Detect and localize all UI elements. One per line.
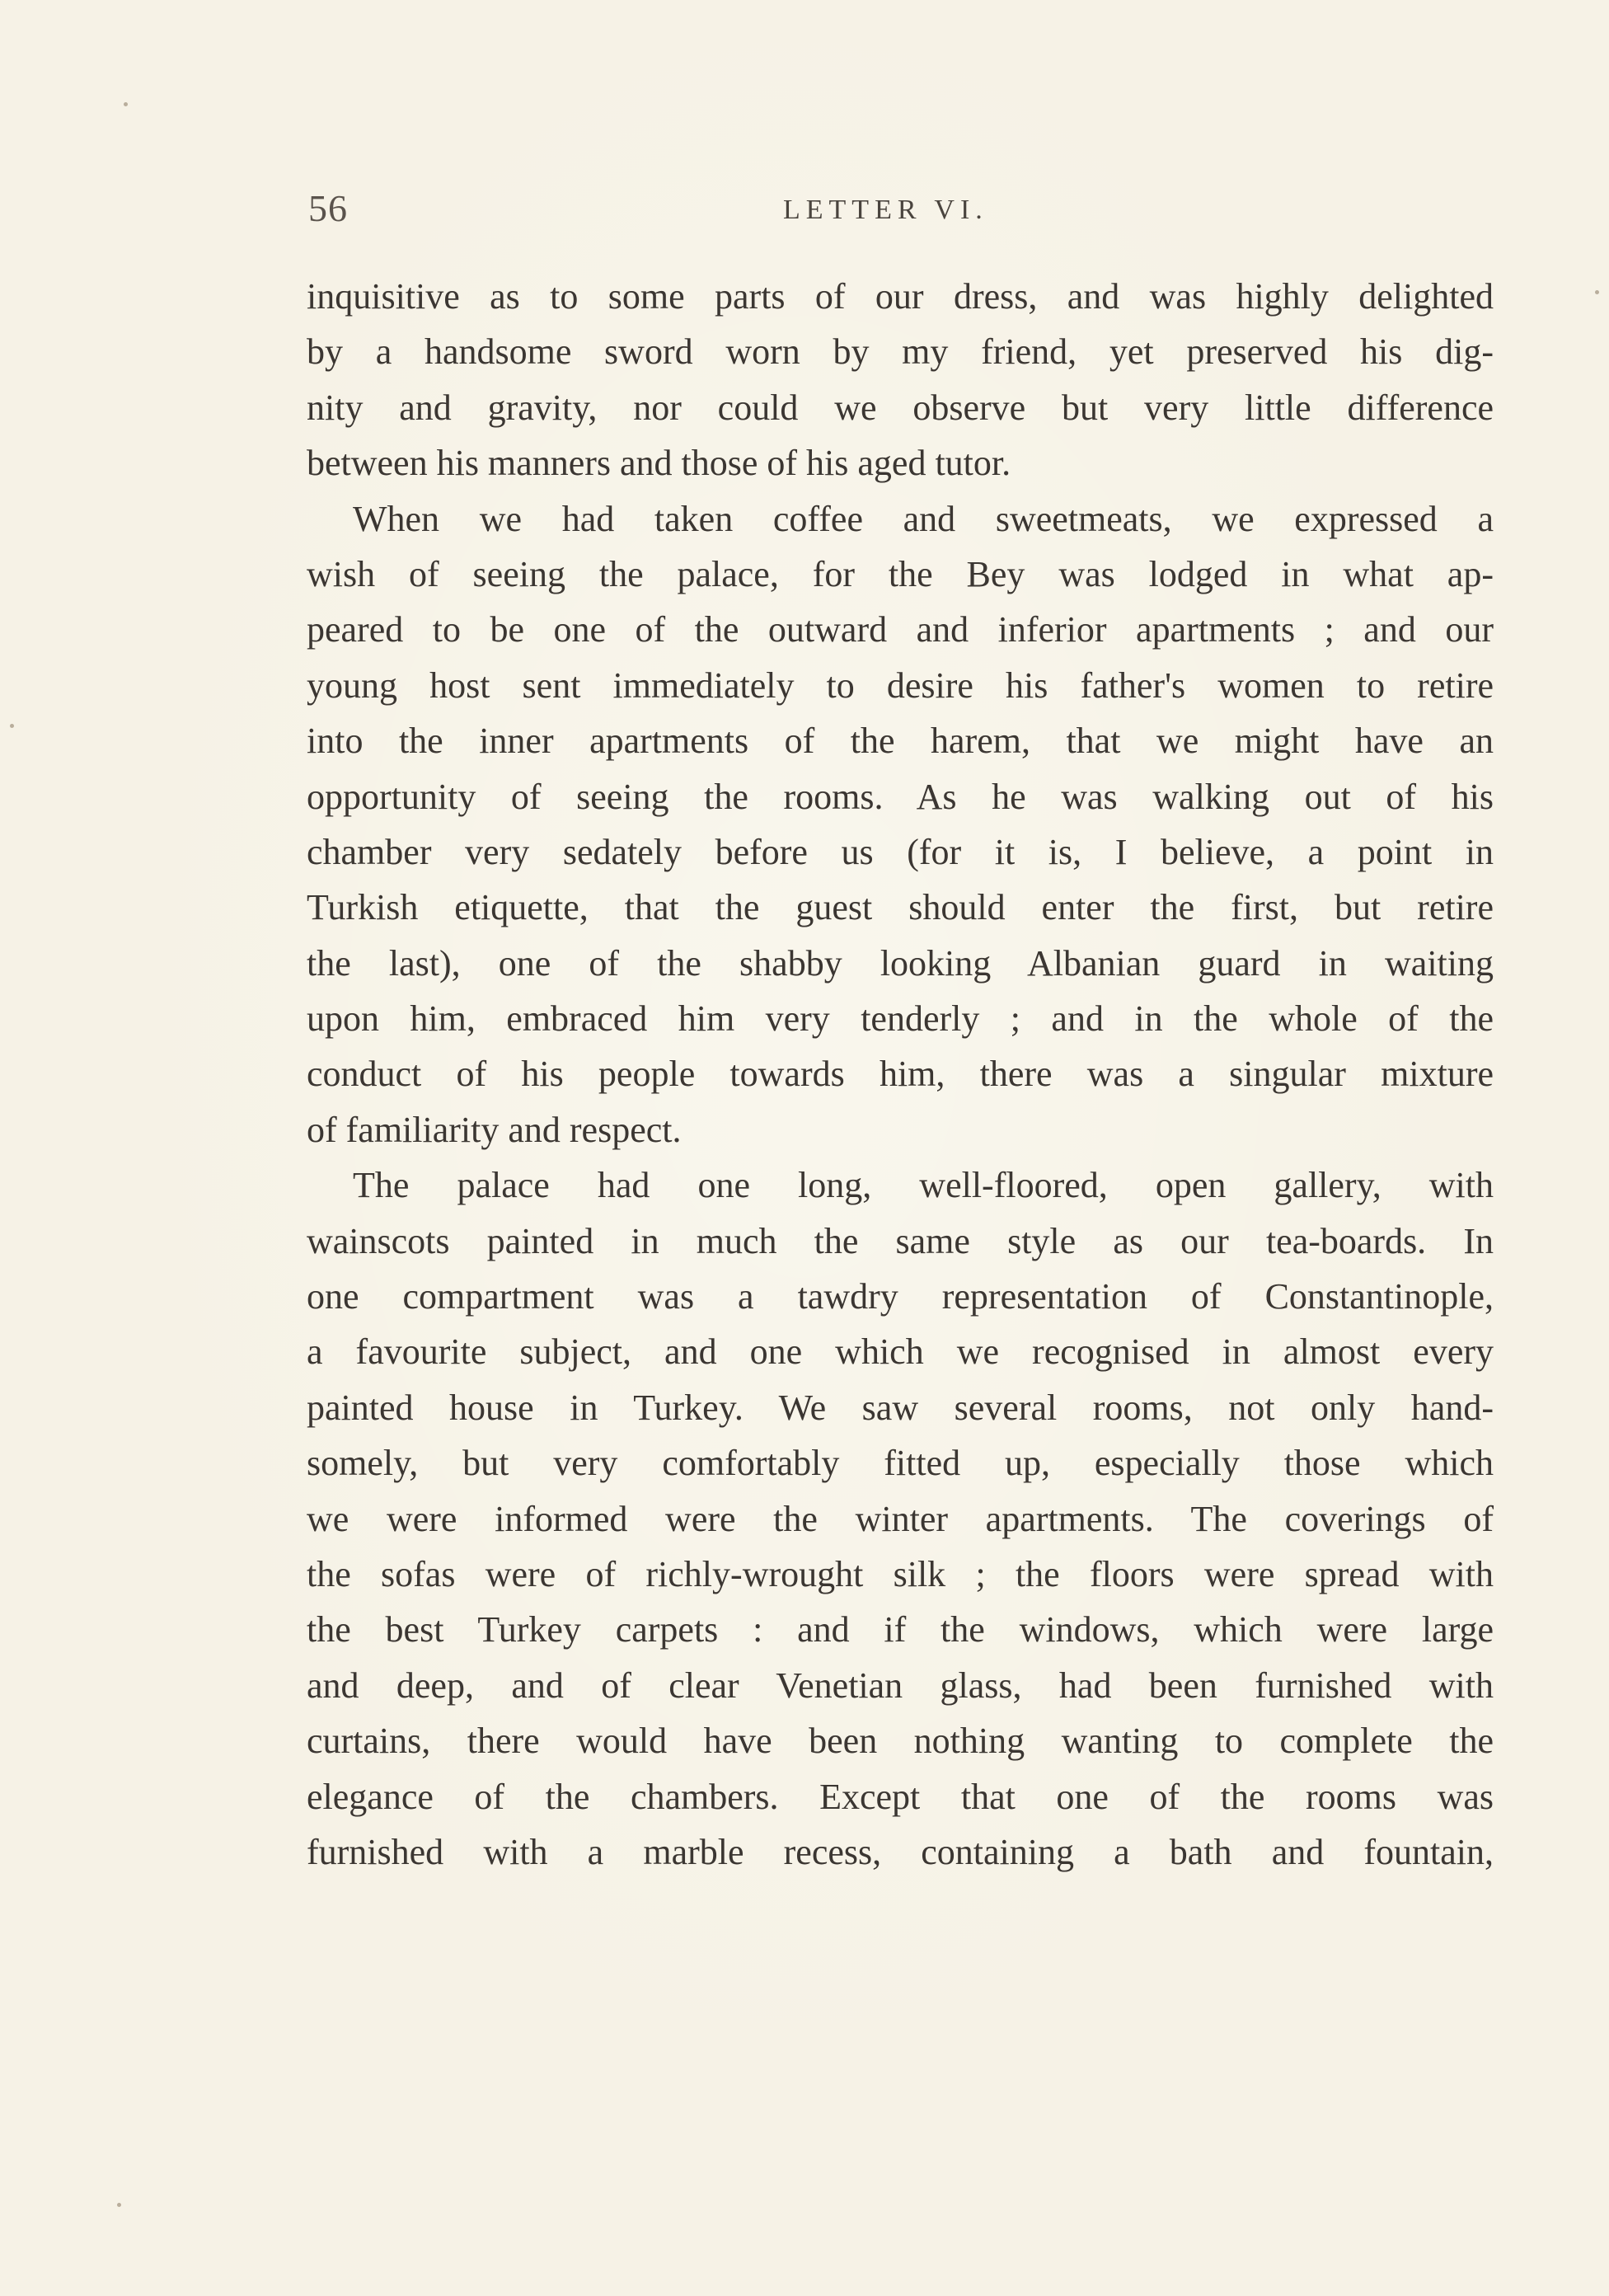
text-line: the last), one of the shabby looking Albanian guard in waiting [307,942,1494,984]
paper-speck [10,724,14,728]
running-title: LETTER VI. [783,195,988,225]
page-number: 56 [308,187,348,229]
paper-speck [117,2203,121,2207]
text-line: the best Turkey carpets : and if the windows, which were large [307,1609,1494,1650]
text-line: wish of seeing the palace, for the Bey was lodged in what ap- [307,553,1494,594]
text-line: furnished with a marble recess, containing a bath and fountain, [307,1831,1494,1872]
text-line: of familiarity and respect. [307,1109,682,1150]
paragraph-start-line: The palace had one long, well-floored, open gallery, with [353,1165,1494,1206]
text-line: we were informed were the winter apartments. The coverings of [307,1498,1494,1539]
text-line: and deep, and of clear Venetian glass, had been furnished with [307,1664,1494,1706]
text-line: upon him, embraced him very tenderly ; and in the whole of the [307,998,1494,1040]
text-line: conduct of his people towards him, there was a singular mixture [307,1054,1494,1095]
text-line: wainscots painted in much the same style as our tea-boards. In [307,1220,1494,1261]
text-line: between his manners and those of his aged tutor. [307,443,1011,484]
text-line: curtains, there would have been nothing wanting to complete the [307,1721,1494,1762]
text-line: Turkish etiquette, that the guest should enter the first, but retire [307,887,1494,928]
text-line: chamber very sedately before us (for it is, I believe, a point in [307,831,1494,872]
text-line: young host sent immediately to desire his father's women to retire [307,664,1494,706]
text-line: a favourite subject, and one which we recognised in almost every [307,1331,1494,1373]
page-header [308,186,1487,244]
paper-speck [1595,290,1599,294]
text-line: elegance of the chambers. Except that one of the rooms was [307,1776,1494,1817]
text-line: opportunity of seeing the rooms. As he was walking out of his [307,776,1494,817]
paragraph-start-line: When we had taken coffee and sweetmeats, we expressed a [353,498,1494,539]
paper-speck [124,102,128,106]
text-line: peared to be one of the outward and inferior apartments ; and our [307,609,1494,650]
text-line: nity and gravity, nor could we observe but very little difference [307,387,1494,428]
letter-body-text [307,269,1494,1880]
text-line: inquisitive as to some parts of our dress, and was highly delighted [307,276,1494,317]
text-line: by a handsome sword worn by my friend, yet preserved his dig- [307,331,1494,373]
text-line: somely, but very comfortably fitted up, especially those which [307,1443,1494,1484]
text-line: one compartment was a tawdry representation of Constantinople, [307,1276,1494,1317]
text-line: into the inner apartments of the harem, that we might have an [307,721,1494,762]
text-line: the sofas were of richly-wrought silk ; the floors were spread with [307,1553,1494,1594]
text-line: painted house in Turkey. We saw several rooms, not only hand- [307,1387,1494,1428]
